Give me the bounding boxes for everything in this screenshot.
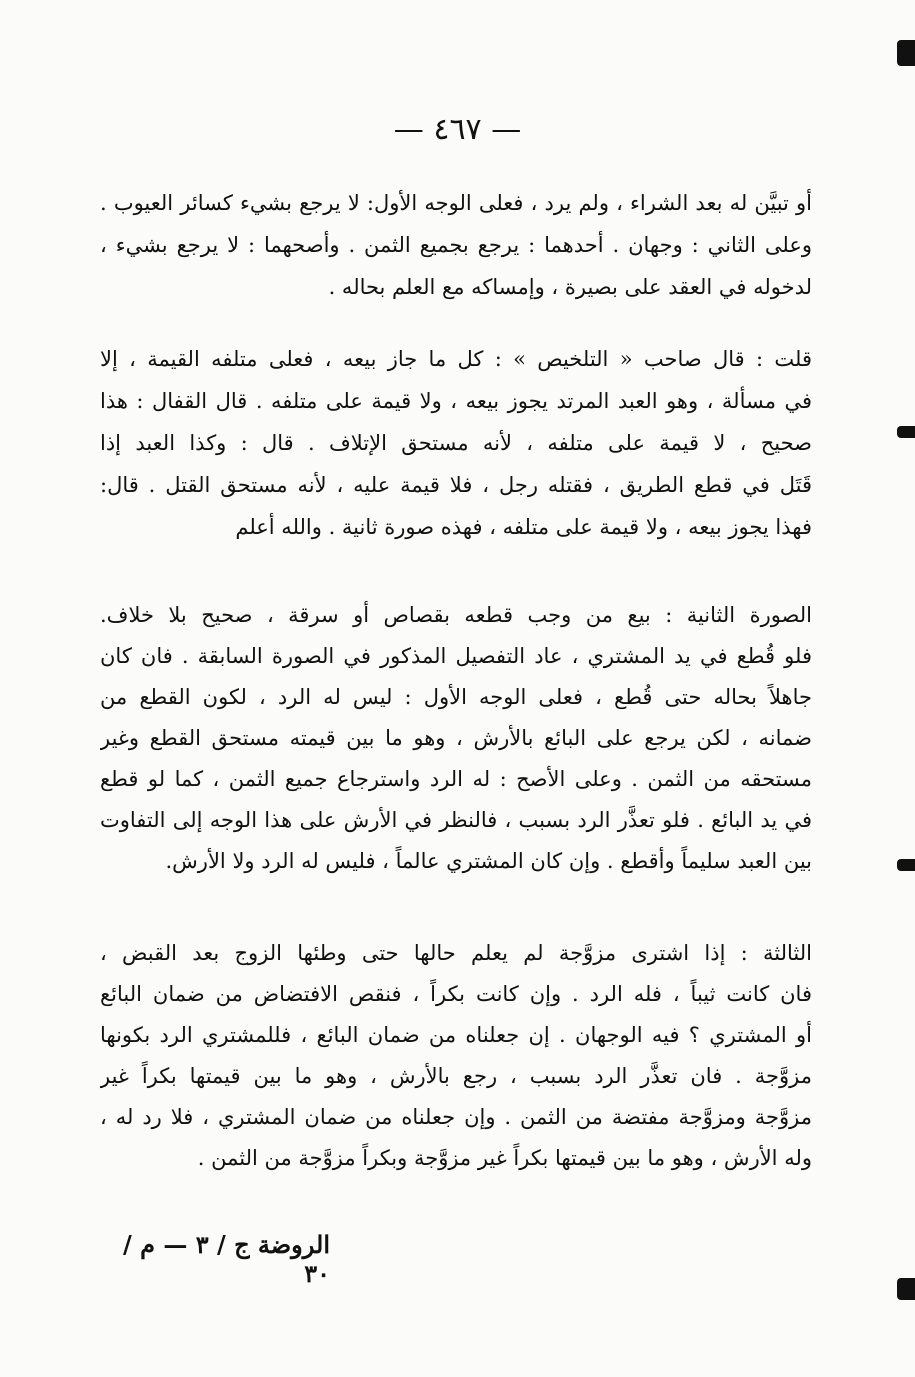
text-line: وعلى الثاني : وجهان . أحدهما : يرجع بجميع الثمن . وأصحهما : لا يرجع بشيء ،	[100, 233, 812, 257]
paragraph-4	[100, 933, 812, 1179]
text-line: مزوَّجة ومزوَّجة مفتضة من الثمن . وإن جعلناه من ضمان المشتري ، فلا رد له ،	[100, 1105, 812, 1129]
text-line: فلو قُطع في يد المشتري ، عاد التفصيل المذكور في الصورة السابقة . فان كان	[100, 644, 812, 668]
signature-footer: الروضة ج / ٣ — م / ٣٠	[123, 1230, 330, 1288]
text-line: لدخوله في العقد على بصيرة ، وإمساكه مع العلم بحاله .	[328, 275, 812, 299]
page-number: — ٤٦٧ —	[393, 112, 522, 147]
margin-mark	[897, 1278, 915, 1300]
text-line: مستحقه من الثمن . وعلى الأصح : له الرد واسترجاع جميع الثمن ، كما لو قطع	[100, 767, 812, 791]
text-line: وله الأرش ، وهو ما بين قيمتها بكراً غير مزوَّجة وبكراً مزوَّجة من الثمن .	[197, 1146, 812, 1170]
paragraph-1	[100, 182, 812, 308]
text-line: مزوَّجة . فان تعذَّر الرد بسبب ، رجع بالأرش ، وهو ما بين قيمتها بكراً غير	[100, 1064, 812, 1088]
margin-mark	[897, 859, 915, 871]
text-line: جاهلاً بحاله حتى قُطع ، فعلى الوجه الأول : ليس له الرد ، لكون القطع من	[100, 685, 812, 709]
text-line: قلت : قال صاحب « التلخيص » : كل ما جاز بيعه ، فعلى متلفه القيمة ، إلا	[100, 347, 812, 371]
text-line: الثالثة : إذا اشترى مزوَّجة لم يعلم حالها حتى وطئها الزوج بعد القبض ،	[100, 941, 812, 965]
text-line: ضمانه ، لكن يرجع على البائع بالأرش ، وهو ما بين قيمته مستحق القطع وغير	[100, 726, 812, 750]
text-line: الصورة الثانية : بيع من وجب قطعه بقصاص أو سرقة ، صحيح بلا خلاف.	[100, 603, 812, 627]
text-line: أو تبيَّن له بعد الشراء ، ولم يرد ، فعلى الوجه الأول: لا يرجع بشيء كسائر العيوب .	[100, 191, 812, 215]
text-line: في مسألة ، وهو العبد المرتد يجوز بيعه ، ولا قيمة على متلفه . قال القفال : هذا	[100, 389, 812, 413]
paragraph-2	[100, 338, 812, 548]
margin-mark	[897, 426, 915, 438]
text-line: فهذا يجوز بيعه ، ولا قيمة على متلفه ، فهذه صورة ثانية . والله أعلم	[235, 515, 812, 539]
text-line: بين العبد سليماً وأقطع . وإن كان المشتري عالماً ، فليس له الرد ولا الأرش.	[165, 849, 812, 873]
margin-mark	[897, 40, 915, 66]
text-line: فان كانت ثيباً ، فله الرد . وإن كانت بكراً ، فنقص الافتضاض من ضمان البائع	[100, 982, 812, 1006]
paragraph-3	[100, 595, 812, 882]
text-line: أو المشتري ؟ فيه الوجهان . إن جعلناه من ضمان البائع ، فللمشتري الرد بكونها	[100, 1023, 812, 1047]
text-line: قَتَل في قطع الطريق ، فقتله رجل ، فلا قيمة عليه ، لأنه مستحق القتل . قال:	[100, 473, 812, 497]
text-line: في يد البائع . فلو تعذَّر الرد بسبب ، فالنظر في الأرش على هذا الوجه إلى التفاوت	[100, 808, 812, 832]
text-line: صحيح ، لا قيمة على متلفه ، لأنه مستحق الإتلاف . قال : وكذا العبد إذا	[100, 431, 812, 455]
